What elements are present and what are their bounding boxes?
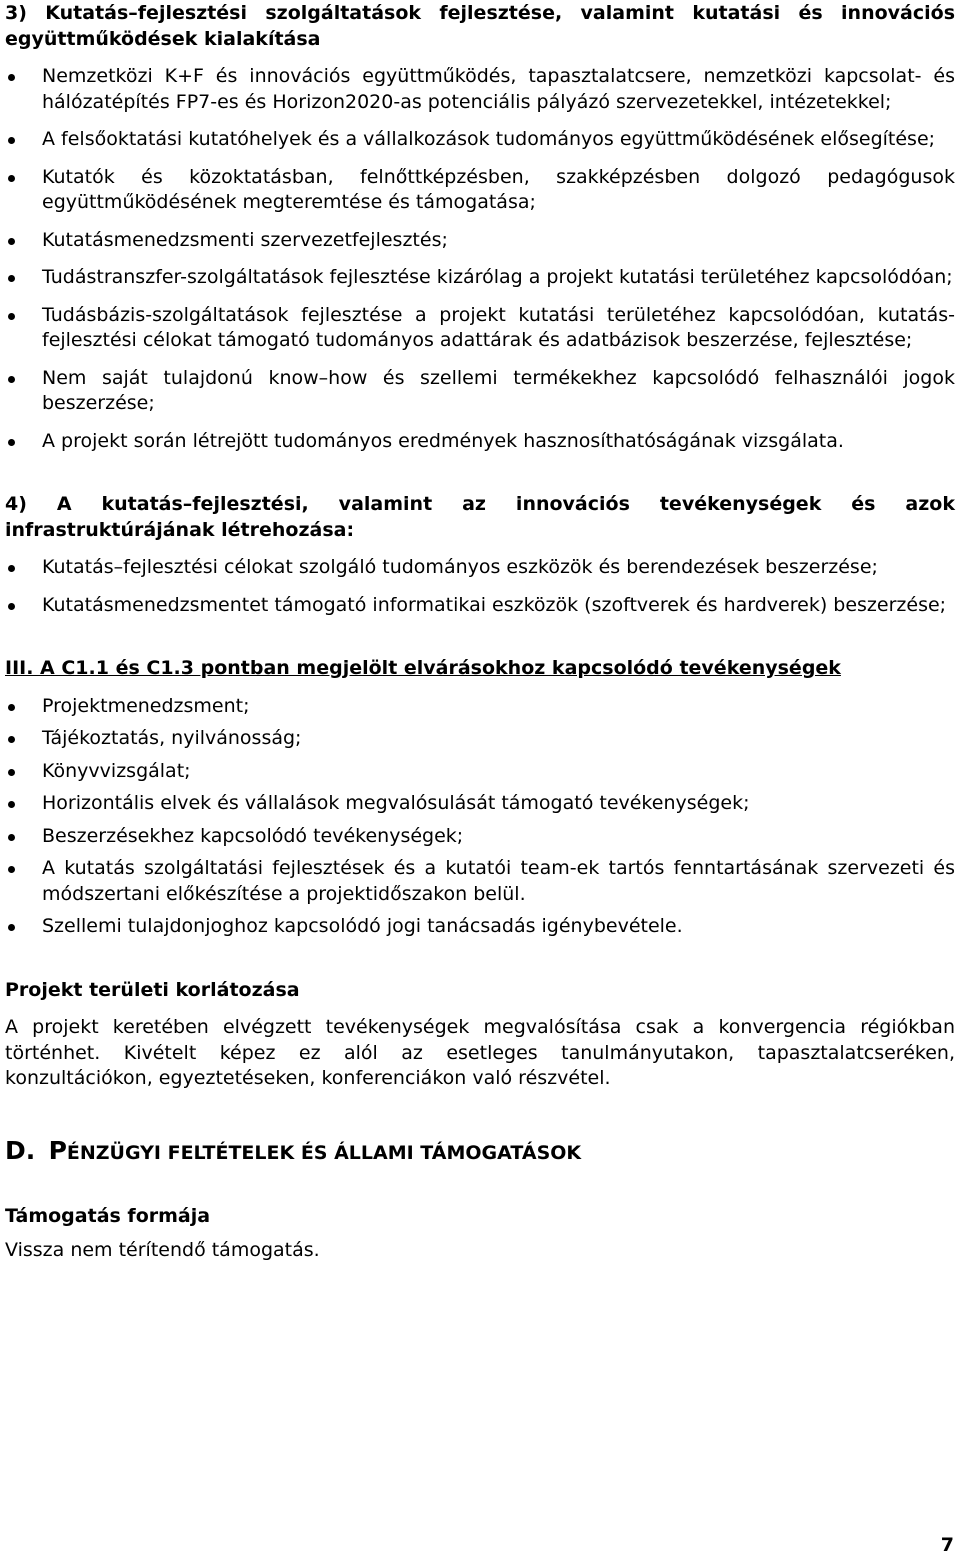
list-item: A felsőoktatási kutatóhelyek és a vállalkozások tudományos együttműködésének elősegítése; bbox=[5, 127, 955, 153]
section-D-title: ÉNZÜGYI FELTÉTELEK ÉS ÁLLAMI TÁMOGATÁSOK bbox=[66, 1141, 582, 1164]
section-D-letter: D. bbox=[5, 1135, 36, 1165]
list-item: Könyvvizsgálat; bbox=[5, 759, 955, 785]
list-item: Nem saját tulajdonú know–how és szellemi termékekhez kapcsolódó felhasználói jogok beszerzése; bbox=[5, 366, 955, 417]
section-III-title: III. A C1.1 és C1.3 pontban megjelölt elvárásokhoz kapcsolódó tevékenységek bbox=[5, 657, 841, 679]
section-3-title: 3) Kutatás–fejlesztési szolgáltatások fejlesztése, valamint kutatási és innovációs együttműködések kialakítása bbox=[5, 2, 955, 50]
bullet-icon bbox=[8, 238, 15, 245]
bullet-icon bbox=[8, 834, 15, 841]
section-4 bbox=[5, 492, 955, 618]
list-item: Projektmenedzsment; bbox=[5, 694, 955, 720]
list-item: A projekt során létrejött tudományos eredmények hasznosíthatóságának vizsgálata. bbox=[5, 429, 955, 455]
bullet-icon bbox=[8, 736, 15, 743]
bullet-icon bbox=[8, 275, 15, 282]
document-page bbox=[5, 0, 955, 1282]
section-4-list bbox=[5, 555, 955, 618]
bullet-icon bbox=[8, 137, 15, 144]
list-item: Beszerzésekhez kapcsolódó tevékenységek; bbox=[5, 824, 955, 850]
list-item: Kutatás–fejlesztési célokat szolgáló tudományos eszközök és berendezések beszerzése; bbox=[5, 555, 955, 581]
list-item: Szellemi tulajdonjoghoz kapcsolódó jogi tanácsadás igénybevétele. bbox=[5, 914, 955, 940]
section-3 bbox=[5, 1, 955, 454]
list-item: Tudásbázis-szolgáltatások fejlesztése a projekt kutatási területéhez kapcsolódóan, kutatás-fejlesztési célokat támogató tudományos adattárak és adatbázisok beszerzése, fejlesztése; bbox=[5, 303, 955, 354]
tamogatas-section bbox=[5, 1204, 955, 1263]
list-item: Horizontális elvek és vállalások megvalósulását támogató tevékenységek; bbox=[5, 791, 955, 817]
page-number: 7 bbox=[940, 1534, 954, 1556]
bullet-icon bbox=[8, 866, 15, 873]
list-item: Kutatók és közoktatásban, felnőttképzésben, szakképzésben dolgozó pedagógusok együttműködésének megteremtése és támogatása; bbox=[5, 165, 955, 216]
list-item: Kutatásmenedzsmenti szervezetfejlesztés; bbox=[5, 228, 955, 254]
tamogatas-title: Támogatás formája bbox=[5, 1205, 211, 1227]
bullet-icon bbox=[8, 376, 15, 383]
bullet-icon bbox=[8, 439, 15, 446]
section-D-heading bbox=[5, 1135, 955, 1167]
list-item: Nemzetközi K+F és innovációs együttműködés, tapasztalatcsere, nemzetközi kapcsolat- és hálózatépítés FP7-es és Horizon2020-as potenciális pályázó szervezetekkel, intézetekkel; bbox=[5, 64, 955, 115]
section-III bbox=[5, 656, 955, 940]
bullet-icon bbox=[8, 801, 15, 808]
list-item: Tudástranszfer-szolgáltatások fejlesztése kizárólag a projekt kutatási területéhez kapcsolódóan; bbox=[5, 265, 955, 291]
bullet-icon bbox=[8, 924, 15, 931]
bullet-icon bbox=[8, 603, 15, 610]
bullet-icon bbox=[8, 74, 15, 81]
section-3-list bbox=[5, 64, 955, 454]
section-III-list bbox=[5, 694, 955, 940]
projekt-section bbox=[5, 978, 955, 1092]
bullet-icon bbox=[8, 769, 15, 776]
projekt-text: A projekt keretében elvégzett tevékenységek megvalósítása csak a konvergencia régiókban történhet. Kivételt képez ez alól az esetleges tanulmányutakon, tapasztalatcseréken, konzultációkon, egyeztetéseken, konferenciákon való részvétel. bbox=[5, 1016, 955, 1089]
section-D-initial: P bbox=[48, 1135, 67, 1165]
tamogatas-text: Vissza nem térítendő támogatás. bbox=[5, 1238, 320, 1261]
bullet-icon bbox=[8, 704, 15, 711]
list-item: Tájékoztatás, nyilvánosság; bbox=[5, 726, 955, 752]
projekt-title: Projekt területi korlátozása bbox=[5, 978, 300, 1001]
section-4-title: 4) A kutatás–fejlesztési, valamint az innovációs tevékenységek és azok infrastruktúrájának létrehozása: bbox=[5, 493, 955, 541]
list-item: A kutatás szolgáltatási fejlesztések és a kutatói team-ek tartós fenntartásának szervezeti és módszertani előkészítése a projektidőszakon belül. bbox=[5, 856, 955, 907]
list-item: Kutatásmenedzsmentet támogató informatikai eszközök (szoftverek és hardverek) beszerzése; bbox=[5, 593, 955, 619]
bullet-icon bbox=[8, 565, 15, 572]
bullet-icon bbox=[8, 175, 15, 182]
bullet-icon bbox=[8, 313, 15, 320]
